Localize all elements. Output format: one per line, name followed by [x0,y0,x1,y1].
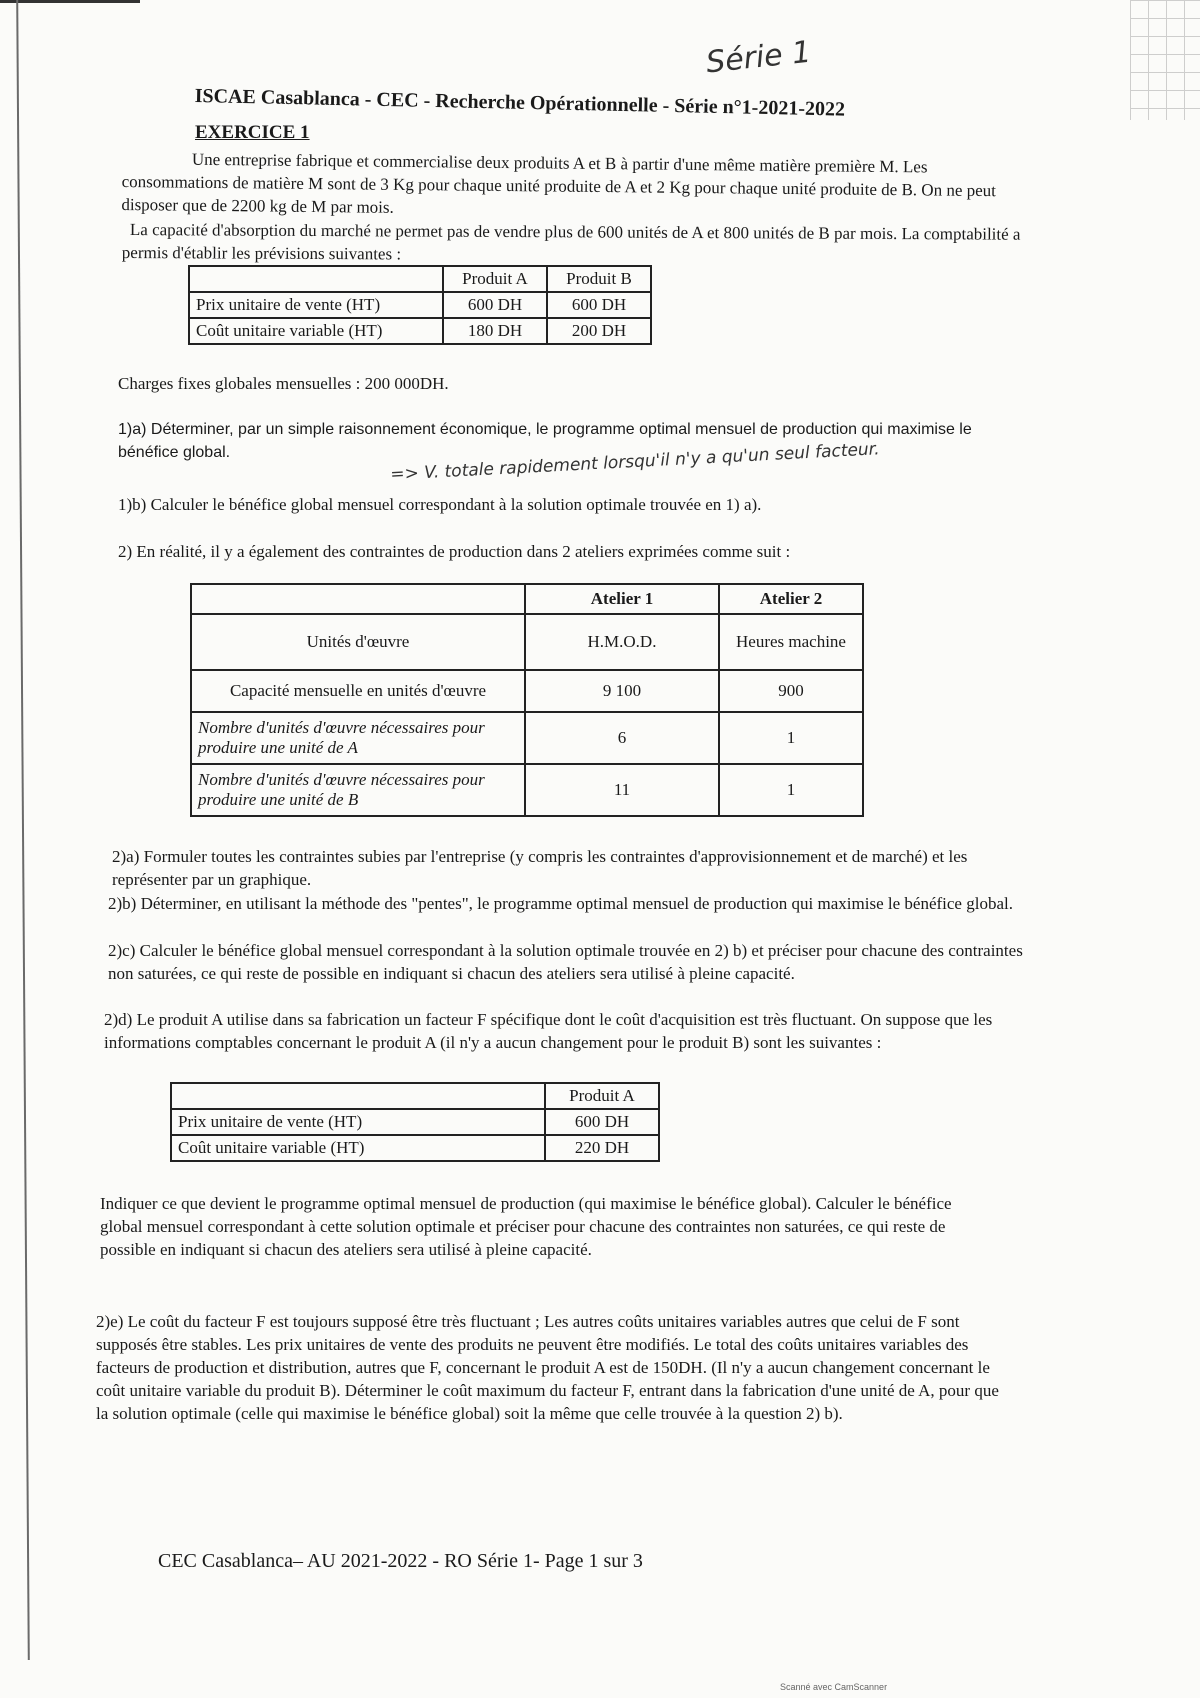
table-cell: Coût unitaire variable (HT) [171,1135,545,1161]
table-cell: 600 DH [443,292,547,318]
table-row [189,266,651,292]
table-cell: 180 DH [443,318,547,344]
fixed-charges: Charges fixes globales mensuelles : 200 000DH. [118,374,449,393]
table-cell: Capacité mensuelle en unités d'œuvre [191,670,525,712]
table-prices-costs [188,265,652,345]
page-title: ISCAE Casablanca - CEC - Recherche Opérationnelle - Série n°1-2021-2022 [194,85,846,121]
intro-paragraph-1: Une entreprise fabrique et commercialise deux produits A et B à partir d'une même matière première M. Les consommations de matière M sont de 3 Kg pour chaque unité produite de A et 2 Kg pour chaque unité produite de B. On ne peut disposer que de 2200 kg de M par mois. [121,149,997,217]
table-row [191,670,863,712]
table-cell: Nombre d'unités d'œuvre nécessaires pour produire une unité de B [191,764,525,816]
table-cell: Unités d'œuvre [191,614,525,670]
table-cell: 600 DH [547,292,651,318]
question-2e: 2)e) Le coût du facteur F est toujours supposé être très fluctuant ; Les autres coûts unitaires variables autres que celui de F sont supposés être stables. Les prix unitaires de vente des produits ne peuvent être modifiés. Le total des coûts unitaires variables des facteurs de production et distribution, autres que F, concernant le produit A est de 150DH. (Il n'y a aucun changement concernant le coût unitaire variable du produit B). Déterminer le coût maximum du facteur F, entrant dans la fabrication d'une unité de A, pour que la solution optimale (celle qui maximise le bénéfice global) soit la même que celle trouvée à la question 2) b). [96,1312,999,1423]
table-cell: 600 DH [545,1109,659,1135]
page-edge-left [16,0,30,1660]
table-cell: 1 [719,764,863,816]
table-header: Produit A [443,266,547,292]
scanner-watermark: Scanné avec CamScanner [780,1682,888,1692]
question-1a: 1)a) Déterminer, par un simple raisonnement économique, le programme optimal mensuel de production qui maximise le bénéfice global. [118,421,972,461]
table-cell: Prix unitaire de vente (HT) [171,1109,545,1135]
handwritten-answer-note: => V. totale rapidement lorsqu'il n'y a qu'un seul facteur. [389,439,881,485]
page-edge-top [0,0,140,3]
table-row [171,1109,659,1135]
table-header: Produit A [545,1083,659,1109]
question-2a: 2)a) Formuler toutes les contraintes subies par l'entreprise (y compris les contraintes d'approvisionnement et de marché) et les représenter par un graphique. [112,847,968,889]
exercise-heading: EXERCICE 1 [195,122,310,143]
question-2c: 2)c) Calculer le bénéfice global mensuel correspondant à la solution optimale trouvée en 2) b) et préciser pour chacune des contraintes non saturées, ce qui reste de possible en indiquant si chacun des ateliers sera utilisé à pleine capacité. [108,941,1023,983]
table-cell [171,1083,545,1109]
table-cell: 200 DH [547,318,651,344]
question-2d: 2)d) Le produit A utilise dans sa fabrication un facteur F spécifique dont le coût d'acquisition est très fluctuant. On suppose que les informations comptables concernant le produit A (il n'y a aucun changement pour le produit B) sont les suivantes : [104,1010,993,1052]
table-header: Produit B [547,266,651,292]
question-2d-followup: Indiquer ce que devient le programme optimal mensuel de production (qui maximise le bénéfice global). Calculer le bénéfice global mensuel correspondant à cette solution optimale et préciser pour chacune des contraintes non saturées, ce qui reste de possible en indiquant si chacun des ateliers sera utilisé à pleine capacité. [100,1194,952,1259]
table-row [191,614,863,670]
table-workshops [190,583,864,817]
table-row [189,292,651,318]
table-cell [189,266,443,292]
table-header: Atelier 2 [719,584,863,614]
question-1b: 1)b) Calculer le bénéfice global mensuel correspondant à la solution optimale trouvée en 1) a). [118,495,762,514]
table-cell: Heures machine [719,614,863,670]
handwritten-series-note: Série 1 [704,34,813,81]
table-cell [191,584,525,614]
table-header: Atelier 1 [525,584,719,614]
question-2b: 2)b) Déterminer, en utilisant la méthode des "pentes", le programme optimal mensuel de production qui maximise le bénéfice global. [108,894,1013,913]
table-cell: Prix unitaire de vente (HT) [189,292,443,318]
table-row [189,318,651,344]
table-row [191,584,863,614]
page-footer: CEC Casablanca– AU 2021-2022 - RO Série 1- Page 1 sur 3 [158,1550,643,1572]
table-cell: 6 [525,712,719,764]
table-row [171,1083,659,1109]
table-row [191,764,863,816]
question-2: 2) En réalité, il y a également des contraintes de production dans 2 ateliers exprimées comme suit : [118,542,791,561]
table-cell: 9 100 [525,670,719,712]
table-cell: Nombre d'unités d'œuvre nécessaires pour produire une unité de A [191,712,525,764]
table-cell: 220 DH [545,1135,659,1161]
table-cell: 900 [719,670,863,712]
table-cell: Coût unitaire variable (HT) [189,318,443,344]
grid-paper-corner [1130,0,1200,120]
intro-paragraph-2: La capacité d'absorption du marché ne permet pas de vendre plus de 600 unités de A et 800 unités de B par mois. La comptabilité a permis d'établir les prévisions suivantes : [121,220,1021,264]
table-row [191,712,863,764]
table-cell: 11 [525,764,719,816]
table-cell: H.M.O.D. [525,614,719,670]
table-product-a [170,1082,660,1162]
table-row [171,1135,659,1161]
table-cell: 1 [719,712,863,764]
